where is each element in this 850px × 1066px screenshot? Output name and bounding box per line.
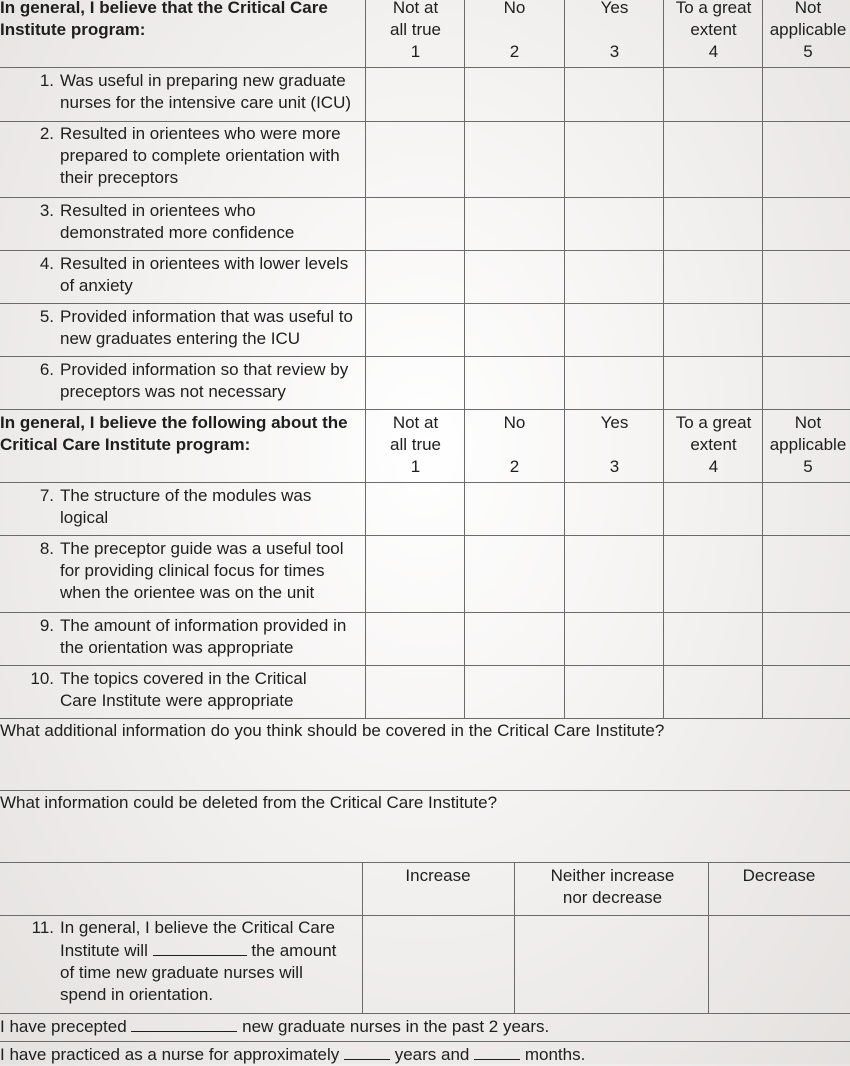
row-divider <box>0 535 850 536</box>
open-question: What additional information do you think should be covered in the Critical Care Institute? <box>0 721 665 740</box>
col-header-decrease: Decrease <box>742 866 816 885</box>
answer-blank[interactable] <box>153 939 247 956</box>
practiced-line: I have practiced as a nurse for approximately years and months. <box>0 1045 586 1064</box>
section1-title: In general, I believe that the Critical Care Institute program: <box>0 0 328 39</box>
row-divider <box>0 67 850 68</box>
row-divider <box>0 665 850 666</box>
column-divider <box>762 0 763 718</box>
open-question: What information could be deleted from the Critical Care Institute? <box>0 793 498 812</box>
row-divider <box>0 197 850 198</box>
row-divider <box>0 1041 850 1042</box>
row-divider <box>0 718 850 719</box>
survey-page: In general, I believe that the Critical Care Institute program: Not at all true 1 No 2 Yes 3 To a great extent 4 Not applicable 5 1. Was useful in preparing new graduate nurses for the intensive care unit (ICU) 2. Resulted in orientees who were more prepared to complete orientation with their preceptors 3. Resulted in orientees who demonstrated more confidence 4. Resulted in orientees with lower levels of anxiety 5. Provided information that was useful to new graduates entering the ICU 6. Provided information so that review by preceptors was not necessary In general, I believe the following about the Critical Care Institute program: Not at all true 1 No 2 Yes 3 To a great extent 4 Not applicable 5 7. The structure of the modules was logical 8. The preceptor guide was a useful tool for providing clinical focus for times when the orientee was on the unit 9. The amount of information provided in the orientation was appropriate 10. The topics covered in the Critical Care Institute were appropriate What additional information do you think should be covered in the Critical Care Institute? What information could be deleted from the Critical Care Institute? Increase Neither increase nor decrease Decrease 11. In general, I believe the Critical Care Institute will the amount of time new graduate nurses will spend in orientation. I have precepted new graduate nurses in the past 2 years. I have practiced as a nurse for approximately years and months. <box>0 0 850 1064</box>
months-blank[interactable] <box>474 1043 520 1060</box>
item-text-after: the amount of time new graduate nurses will spend in orientation. <box>60 941 337 1004</box>
row-divider <box>0 790 850 791</box>
col-header-3: Yes 3 <box>600 0 629 61</box>
row-divider <box>0 356 850 357</box>
column-divider <box>514 862 515 1013</box>
col-header-3: Yes 3 <box>600 413 629 476</box>
row-divider <box>0 1013 850 1014</box>
row-divider <box>0 915 850 916</box>
row-divider <box>0 409 850 410</box>
col-header-2: No 2 <box>503 413 526 476</box>
col-header-1: Not at all true 1 <box>389 0 442 61</box>
row-divider <box>0 482 850 483</box>
section2-title: In general, I believe the following about the Critical Care Institute program: <box>0 413 348 454</box>
row-divider <box>0 121 850 122</box>
precepted-line: I have precepted new graduate nurses in the past 2 years. <box>0 1017 550 1036</box>
row-divider <box>0 862 850 863</box>
precepted-count-blank[interactable] <box>131 1015 237 1032</box>
row-divider <box>0 612 850 613</box>
col-header-1: Not at all true 1 <box>389 413 442 476</box>
item-text-before: In general, I believe the Critical Care Institute will <box>60 918 335 960</box>
col-header-5: Not applicable 5 <box>769 413 847 476</box>
col-header-5: Not applicable 5 <box>769 0 847 61</box>
col-header-neither: Neither increase nor decrease <box>550 866 675 907</box>
row-divider <box>0 250 850 251</box>
col-header-4: To a great extent 4 <box>675 0 752 61</box>
column-divider <box>464 0 465 718</box>
col-header-2: No 2 <box>503 0 526 61</box>
col-header-increase: Increase <box>405 866 471 885</box>
years-blank[interactable] <box>344 1043 390 1060</box>
col-header-4: To a great extent 4 <box>675 413 752 476</box>
column-divider <box>663 0 664 718</box>
column-divider <box>564 0 565 718</box>
row-divider <box>0 303 850 304</box>
column-divider <box>365 0 366 718</box>
